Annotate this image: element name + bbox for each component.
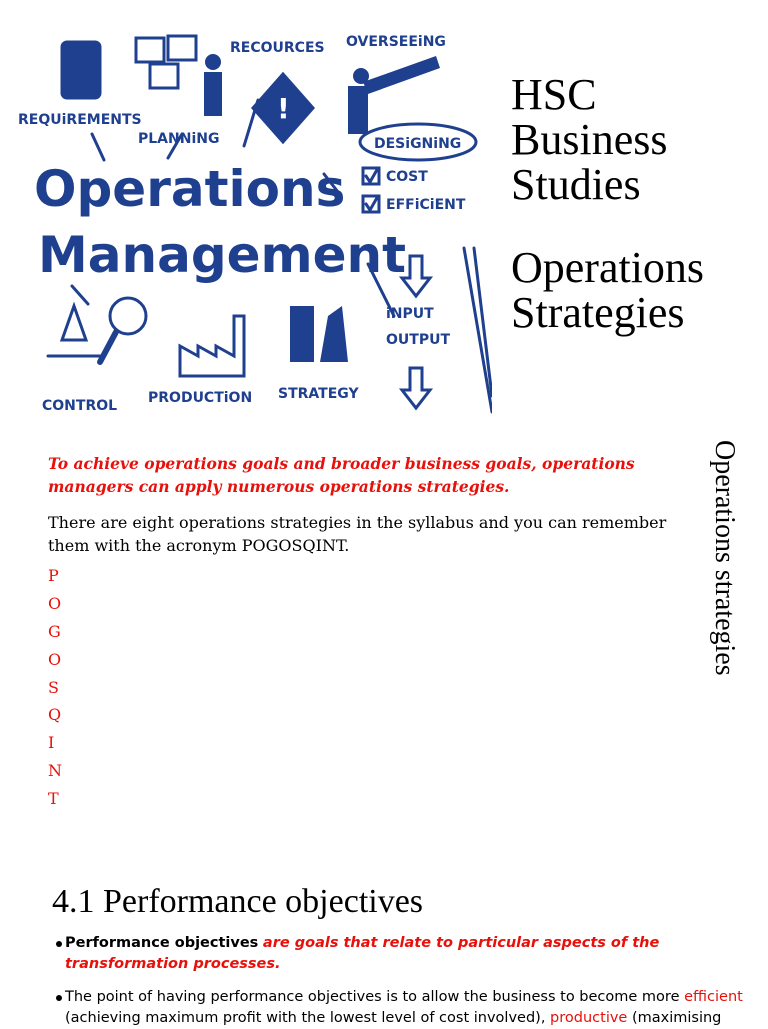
- bullet-text: [56, 933, 746, 975]
- label-efficient: EFFiCiENT: [386, 197, 466, 213]
- acronym-letter: T: [48, 789, 59, 809]
- board-icon-3: [150, 64, 178, 88]
- intro-body: There are eight operations strategies in the syllabus and you can remember them with the acronym POGOSQINT.: [48, 513, 667, 555]
- title-line-studies: Studies: [511, 160, 641, 209]
- label-recources: RECOURCES: [230, 40, 325, 56]
- term-performance-objectives: Performance objectives: [65, 935, 259, 951]
- bullet-text: [56, 987, 746, 1029]
- acronym-letter: G: [48, 621, 61, 641]
- label-requirements: REQUiREMENTS: [18, 112, 142, 128]
- section-heading: 4.1 Performance objectives: [52, 883, 424, 920]
- subtitle-line-strategies: Strategies: [511, 288, 685, 337]
- keyword-efficient: efficient: [684, 989, 743, 1005]
- magnifier-icon: [110, 298, 146, 334]
- label-management: Management: [38, 226, 407, 284]
- telescope-person-icon: [348, 56, 440, 134]
- acronym-letter: O: [48, 649, 62, 669]
- label-production: PRODUCTiON: [148, 390, 253, 406]
- purpose-text-2: (achieving maximum profit with the lowest level of cost involved),: [65, 1010, 546, 1026]
- connector-line: [92, 134, 104, 160]
- factory-icon: [180, 316, 244, 376]
- svg-text:!: !: [277, 92, 290, 125]
- board-icon-2: [168, 36, 196, 60]
- bullet-dot: [56, 941, 62, 947]
- acronym-letter: S: [48, 677, 59, 697]
- acronym-letter: Q: [48, 705, 62, 725]
- label-cost: COST: [386, 169, 428, 185]
- acronym-letter: P: [48, 566, 59, 585]
- down-arrow-icon: [402, 256, 430, 296]
- label-input: iNPUT: [386, 306, 434, 322]
- title-block: [511, 72, 761, 335]
- acronym-letter: O: [48, 593, 62, 613]
- calculator-icon: [62, 42, 100, 98]
- down-arrow-icon-2: [402, 368, 430, 408]
- label-planning: PLANNiNG: [138, 131, 220, 147]
- bullet-performance-objectives: [56, 933, 746, 975]
- purpose-text-1: The point of having performance objectives is to allow the business to become more: [65, 989, 680, 1005]
- purpose-text-3: (maximising: [631, 1010, 722, 1026]
- check-mark-icon: [366, 168, 378, 182]
- title-line-hsc: HSC: [511, 70, 597, 119]
- acronym-letter: I: [48, 733, 55, 753]
- definition-text: are goals that relate to particular aspects of the transformation processes.: [65, 935, 660, 972]
- acronym-letter: N: [48, 761, 62, 781]
- label-operations: Operations: [34, 160, 346, 218]
- label-designing: DESiGNiNG: [374, 136, 462, 152]
- check-mark-icon-2: [366, 196, 378, 210]
- title-spacer: [511, 207, 761, 245]
- operations-management-illustration: [8, 16, 492, 424]
- label-output: OUTPUT: [386, 332, 450, 348]
- intro-highlight: To achieve operations goals and broader business goals, operations managers can apply numerous operations strategies.: [48, 454, 635, 496]
- keyword-productive: productive: [550, 1010, 628, 1026]
- flask-icon: [62, 306, 86, 340]
- label-overseeing: OVERSEEiNG: [346, 34, 446, 50]
- chess-pieces-icon: [290, 306, 348, 362]
- label-strategy: STRATEGY: [278, 386, 359, 402]
- bullet-purpose: [56, 987, 746, 1029]
- bullet-dot: [56, 995, 62, 1001]
- operations-management-doodle: [8, 16, 492, 424]
- title-line-business: Business: [511, 115, 668, 164]
- subtitle-line-operations: Operations: [511, 243, 705, 292]
- side-title: Operations strategies: [709, 440, 740, 676]
- label-control: CONTROL: [42, 398, 118, 414]
- warning-icon: [253, 74, 313, 142]
- acronym-list: [48, 562, 62, 813]
- board-icon: [136, 38, 164, 62]
- presenter-icon: [204, 54, 222, 116]
